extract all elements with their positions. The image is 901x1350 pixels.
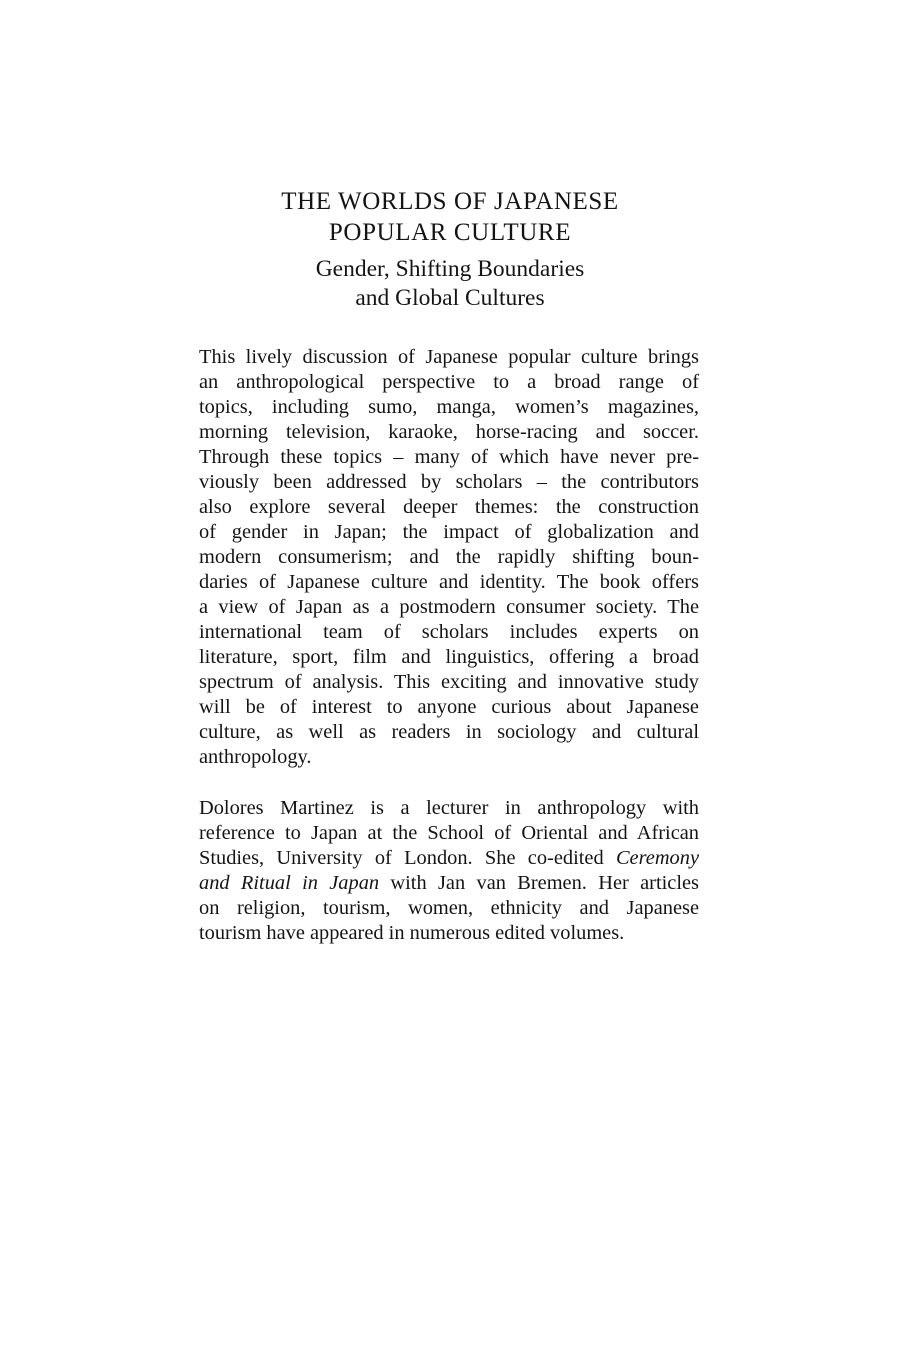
bio-line: on religion, tourism, women, ethnicity and Japanese [199, 897, 699, 919]
description-line: also explore several deeper themes: the construction [199, 496, 699, 518]
description-line: international team of scholars includes experts on [199, 621, 699, 643]
description-line: daries of Japanese culture and identity. The book offers [199, 571, 699, 593]
book-title [200, 186, 700, 248]
author-bio [199, 796, 699, 946]
description-line: culture, as well as readers in sociology and cultural [199, 721, 699, 743]
book-description [199, 345, 699, 770]
description-line: topics, including sumo, manga, women’s magazines, [199, 396, 699, 418]
description-line: spectrum of analysis. This exciting and innovative study [199, 671, 699, 693]
description-line: modern consumerism; and the rapidly shifting boun- [199, 546, 699, 568]
title-line: POPULAR CULTURE [328, 219, 572, 246]
book-title-italic: and Ritual in Japan [199, 872, 380, 894]
subtitle-line: and Global Cultures [355, 285, 545, 311]
description-line: This lively discussion of Japanese popular culture brings [199, 346, 699, 368]
description-line: a view of Japan as a postmodern consumer society. The [199, 596, 699, 618]
description-line: morning television, karaoke, horse-racing and soccer. [199, 421, 699, 443]
bio-line: tourism have appeared in numerous edited volumes. [199, 922, 625, 944]
bio-line: reference to Japan at the School of Oriental and African [199, 822, 699, 844]
bio-line [199, 846, 699, 871]
description-line: of gender in Japan; the impact of globalization and [199, 521, 699, 543]
bio-text: Studies, University of London. She co-edited [199, 847, 616, 869]
description-line: will be of interest to anyone curious about Japanese [199, 696, 699, 718]
book-title-italic: Ceremony [615, 847, 699, 869]
bio-text: with Jan van Bremen. Her articles [379, 872, 699, 894]
title-line: THE WORLDS OF JAPANESE [281, 188, 619, 215]
bio-line [199, 871, 699, 896]
description-line: viously been addressed by scholars – the contributors [199, 471, 699, 493]
subtitle-line: Gender, Shifting Boundaries [315, 256, 585, 282]
description-line: literature, sport, film and linguistics, offering a broad [199, 646, 699, 668]
bio-line: Dolores Martinez is a lecturer in anthropology with [199, 797, 699, 819]
description-line: an anthropological perspective to a broad range of [199, 371, 699, 393]
description-line: anthropology. [199, 746, 312, 768]
book-subtitle [200, 255, 700, 313]
description-line: Through these topics – many of which have never pre- [199, 446, 699, 468]
